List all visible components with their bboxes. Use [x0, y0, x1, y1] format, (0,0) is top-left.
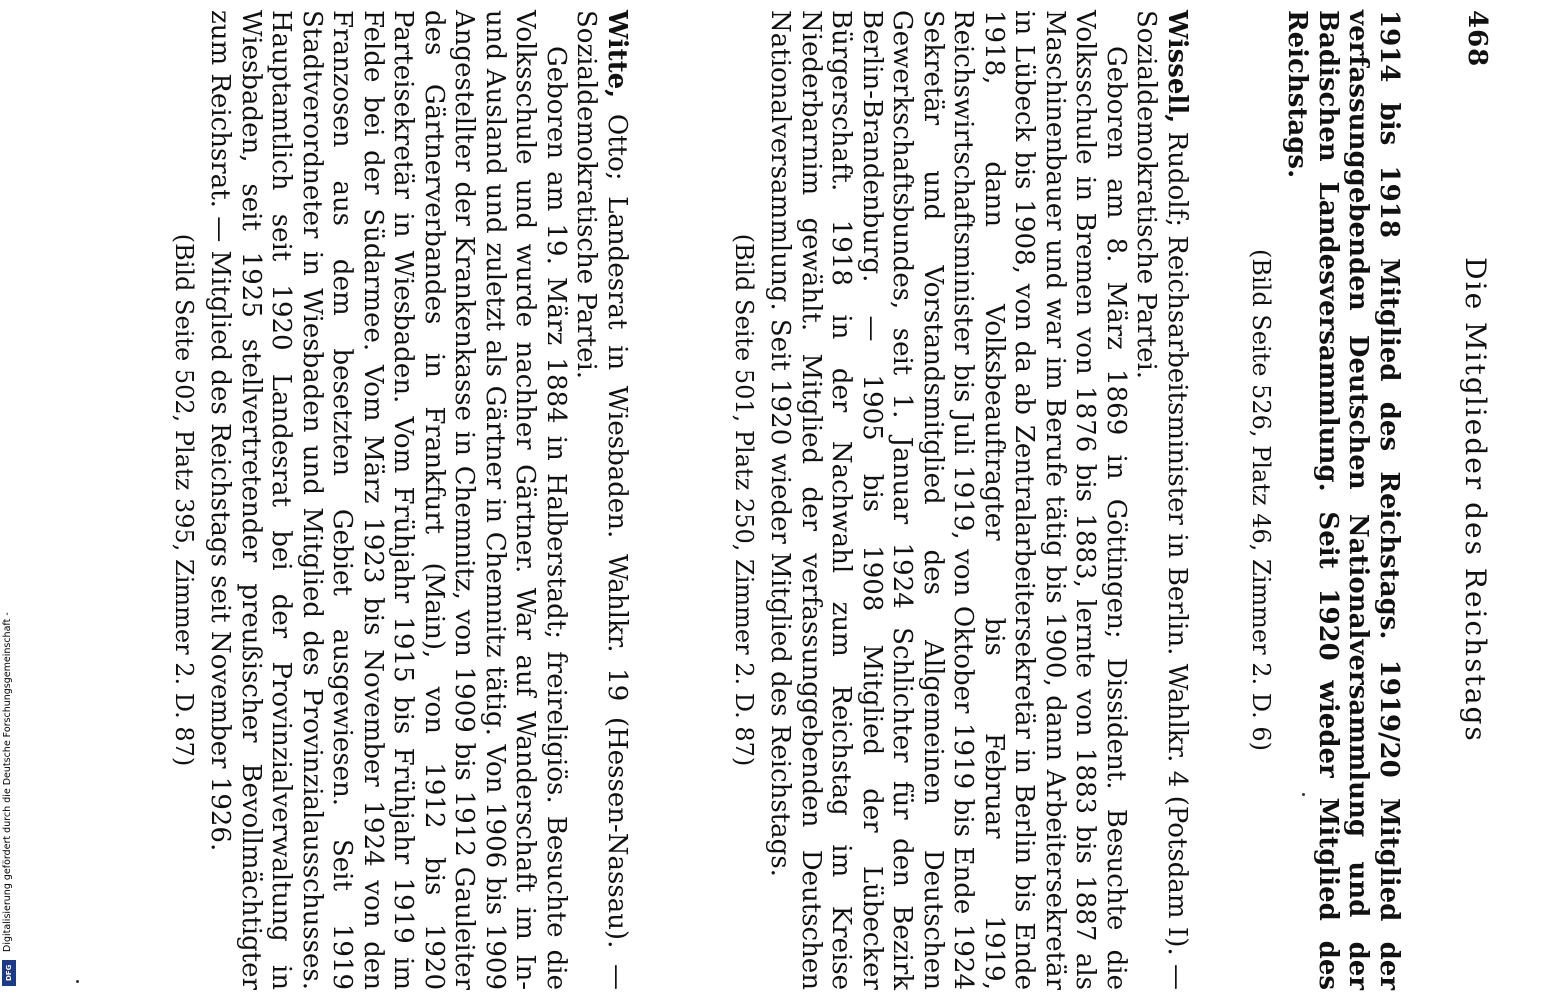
- photo-reference: (Bild Seite 501, Platz 250, Zimmer 2. D. 87): [730, 233, 758, 767]
- photo-reference: (Bild Seite 526, Platz 46, Zimmer 2. D. 6): [1247, 248, 1275, 752]
- entry-name: Wissell,: [1162, 10, 1192, 124]
- scan-speck: [1302, 793, 1305, 796]
- entry-body: Geboren am 19. März 1884 in Halberstadt; freireligiös. Besuchte die Volksschule und wurde nachher Gärtner. War auf Wanderschaft im In- und Ausland und zuletzt als Gärtner in Chemnitz tätig. Von 1906 bis 1909 Angestellter der Krankenkasse in Chemnitz, von 1909 bis 1912 Gauleiter des Gärtnerverbandes in Frankfurt (Main), von 1912 bis 1920 Parteisekretär in Wiesbaden. Vom Frühjahr 1915 bis Frühjahr 1919 im Felde bei der Südarmee. Vom März 1923 bis November 1924 von den Franzosen aus dem besetzten Gebiet ausgewiesen. Seit 1919 Stadtverordneter in Wiesbaden und Mitglied des Provinzialausschusses. Hauptamtlich seit 1920 Landesrat bei der Provinzialverwaltung in Wiesbaden, seit 1925 stellvertretender preußischer Bevollmächtigter zum Reichsrat. — Mitglied des Reichstags seit November 1926.: [205, 10, 571, 990]
- dfg-logo: DFG: [2, 960, 16, 986]
- entry-heading: [1131, 10, 1192, 990]
- entry-name: Witte,: [602, 10, 632, 99]
- entry-intro: Rudolf; Reichsarbeitsminister in Berlin. Wahlkr. 4 (Potsdam I). — Sozialdemokratische Partei.: [1131, 10, 1192, 990]
- photo-reference: (Bild Seite 502, Platz 395, Zimmer 2. D. 87): [170, 233, 198, 767]
- page-header: [1442, 10, 1492, 990]
- entry-heading: [571, 10, 632, 990]
- credit-text: Digitalisierung gefördert durch die Deutsche Forschungsgemeinschaft -: [2, 612, 13, 952]
- entry-continuation: [1246, 10, 1405, 990]
- page-number: 468: [1462, 10, 1492, 68]
- entry-body: Geboren am 8. März 1869 in Göttingen; Dissident. Besuchte die Volksschule in Bremen von 1876 bis 1883, lernte von 1883 bis 1887 als Maschinenbauer und war im Berufe tätig bis 1900, dann Arbeitersekretär in Lübeck bis 1908, von da ab Zentralarbeitersekretär in Berlin bis Ende 1918, dann Volksbeauftragter bis Februar 1919, Reichswirtschaftsminister bis Juli 1919, von Oktober 1919 bis Ende 1924 Sekretär und Vorstandsmitglied des Allgemeinen Deutschen Gewerkschaftsbundes, seit 1. Januar 1924 Schlichter für den Bezirk Berlin-Brandenburg. — 1905 bis 1908 Mitglied der Lübecker Bürgerschaft. 1918 in der Nachwahl zum Reichstag im Kreise Niederbarnim gewählt. Mitglied der verfassunggebenden Deutschen Nationalversammlung. Seit 1920 wieder Mitglied des Reichstags.: [765, 10, 1131, 990]
- continuation-text: 1914 bis 1918 Mitglied des Reichstags. 1919/20 Mitglied der verfassunggebenden Deutschen Nationalversammlung und der Badischen Landesversammlung. Seit 1920 wieder Mitglied des Reichstags.: [1282, 10, 1404, 990]
- digitization-credit: [0, 600, 26, 1000]
- running-title: Die Mitglieder des Reichstags: [1459, 257, 1492, 743]
- entry-witte: [169, 10, 633, 990]
- scan-speck: [76, 980, 79, 983]
- entry-wissell: [729, 10, 1193, 990]
- entry-intro: Otto; Landesrat in Wiesbaden. Wahlkr. 19 (Hessen-Nassau). — Sozialdemokratische Partei.: [571, 10, 632, 990]
